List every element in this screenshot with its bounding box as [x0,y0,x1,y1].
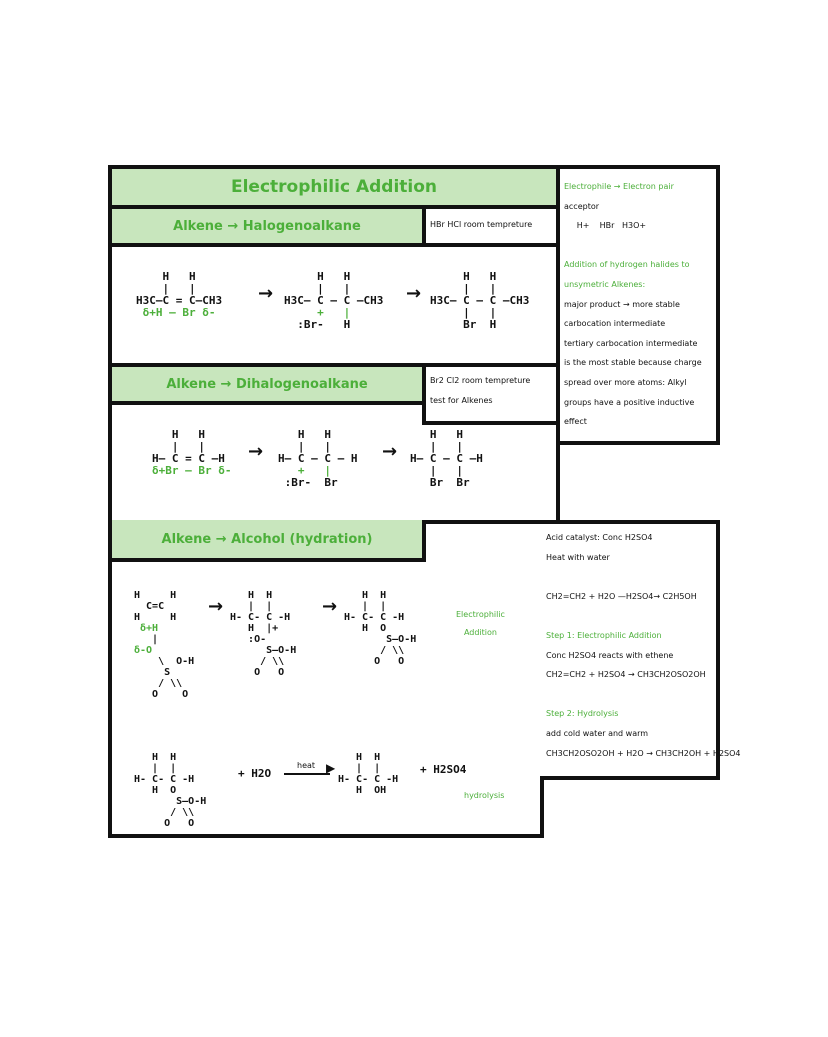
arrow-icon: → [382,441,398,462]
test-text: test for Alkenes [430,396,493,405]
page-title: Electrophilic Addition [108,165,560,209]
note-line: spread over more atoms: Alkyl [564,377,687,387]
note-line: effect [564,417,587,427]
heat-label: heat [297,761,316,770]
molecule-ethanol: H H | | H- C- C -H H OH [338,752,399,796]
molecule-ethene-h2so4: H H C=C H H δ+H | δ-O \ O-H S / \\ O O [134,590,195,700]
note-line: H+ HBr H3O+ [564,221,647,231]
note-line: CH3CH2OSO2OH + H2O → CH3CH2OH + H2SO4 [546,748,741,758]
note-line [546,685,716,705]
note-line: is the most stable because charge [564,358,702,368]
label-hydrolysis: hydrolysis [464,791,505,800]
note-line: add cold water and warm [546,728,649,738]
note-line: Heat with water [546,552,610,562]
hydration-notes [546,528,741,763]
arrow-icon: ▶ [326,761,336,775]
molecule-bromobutane: H H | | H3C— C — C —CH3 | | Br H [430,270,530,331]
arrow-icon: → [406,283,422,304]
conditions-text: HBr HCl room tempreture [430,220,533,229]
note-line: tertiary carbocation intermediate [564,338,698,348]
note-line: unsymetric Alkenes: [564,279,646,289]
arrow-icon: → [258,283,274,304]
note-line: Electrophile → Electron pair [564,182,674,191]
note-line: Acid catalyst: Conc H2SO4 [546,533,653,542]
reaction-arrow [284,773,330,775]
arrow-icon: → [248,441,264,462]
note-line: CH2=CH2 + H2O —H2SO4→ C2H5OH [546,591,697,601]
note-line: major product → more stable [564,299,680,309]
note-line [546,567,716,587]
plus-sulfuric-acid: + H2SO4 [420,763,467,776]
arrow-icon: → [208,596,224,617]
note-line: Step 1: Electrophilic Addition [546,630,662,640]
note-line: CH2=CH2 + H2SO4 → CH3CH2OSO2OH [546,670,706,680]
note-line: Addition of hydrogen halides to [564,260,690,270]
molecule-intermediate: H H | | H- C- C -H H |+ :O- S—O-H / \\ O O [230,590,297,678]
section-header-dihalogenoalkane: Alkene → Dihalogenoalkane [108,363,426,405]
note-line: groups have a positive inductive [564,397,695,407]
note-line: carbocation intermediate [564,319,666,329]
molecule-carbocation: H H | | H— C — C — H + | :Br- Br [278,428,358,489]
note-line [546,606,716,626]
molecule-dibromoethane: H H | | H— C — C —H | | Br Br [410,428,483,489]
label-electrophilic-addition: Electrophilic Addition [456,610,505,637]
section-header-alcohol: Alkene → Alcohol (hydration) [108,520,426,562]
note-line: Step 2: Hydrolysis [546,709,619,719]
note-line: acceptor [564,201,600,211]
plus-water: + H2O [238,767,272,780]
conditions-text: Br2 Cl2 room tempreture [430,376,531,385]
molecule-ethene: H H | | H— C = C —H δ+Br — Br δ- [152,428,232,477]
arrow-icon: → [322,596,338,617]
molecule-but-2-ene: H H | | H3C—C = C—CH3 δ+H — Br δ- [136,270,223,319]
note-line: Conc H2SO4 reacts with ethene [546,650,674,660]
section-header-halogenoalkane: Alkene → Halogenoalkane [108,205,426,247]
molecule-carbocation: H H | | H3C— C — C —CH3 + | :Br- H [284,270,384,331]
molecule-ethyl-hydrogensulfate: H H | | H- C- C -H H O S—O-H / \\ O O [134,752,207,829]
molecule-ethyl-hydrogensulfate: H H | | H- C- C -H H O S—O-H / \\ O O [344,590,417,667]
